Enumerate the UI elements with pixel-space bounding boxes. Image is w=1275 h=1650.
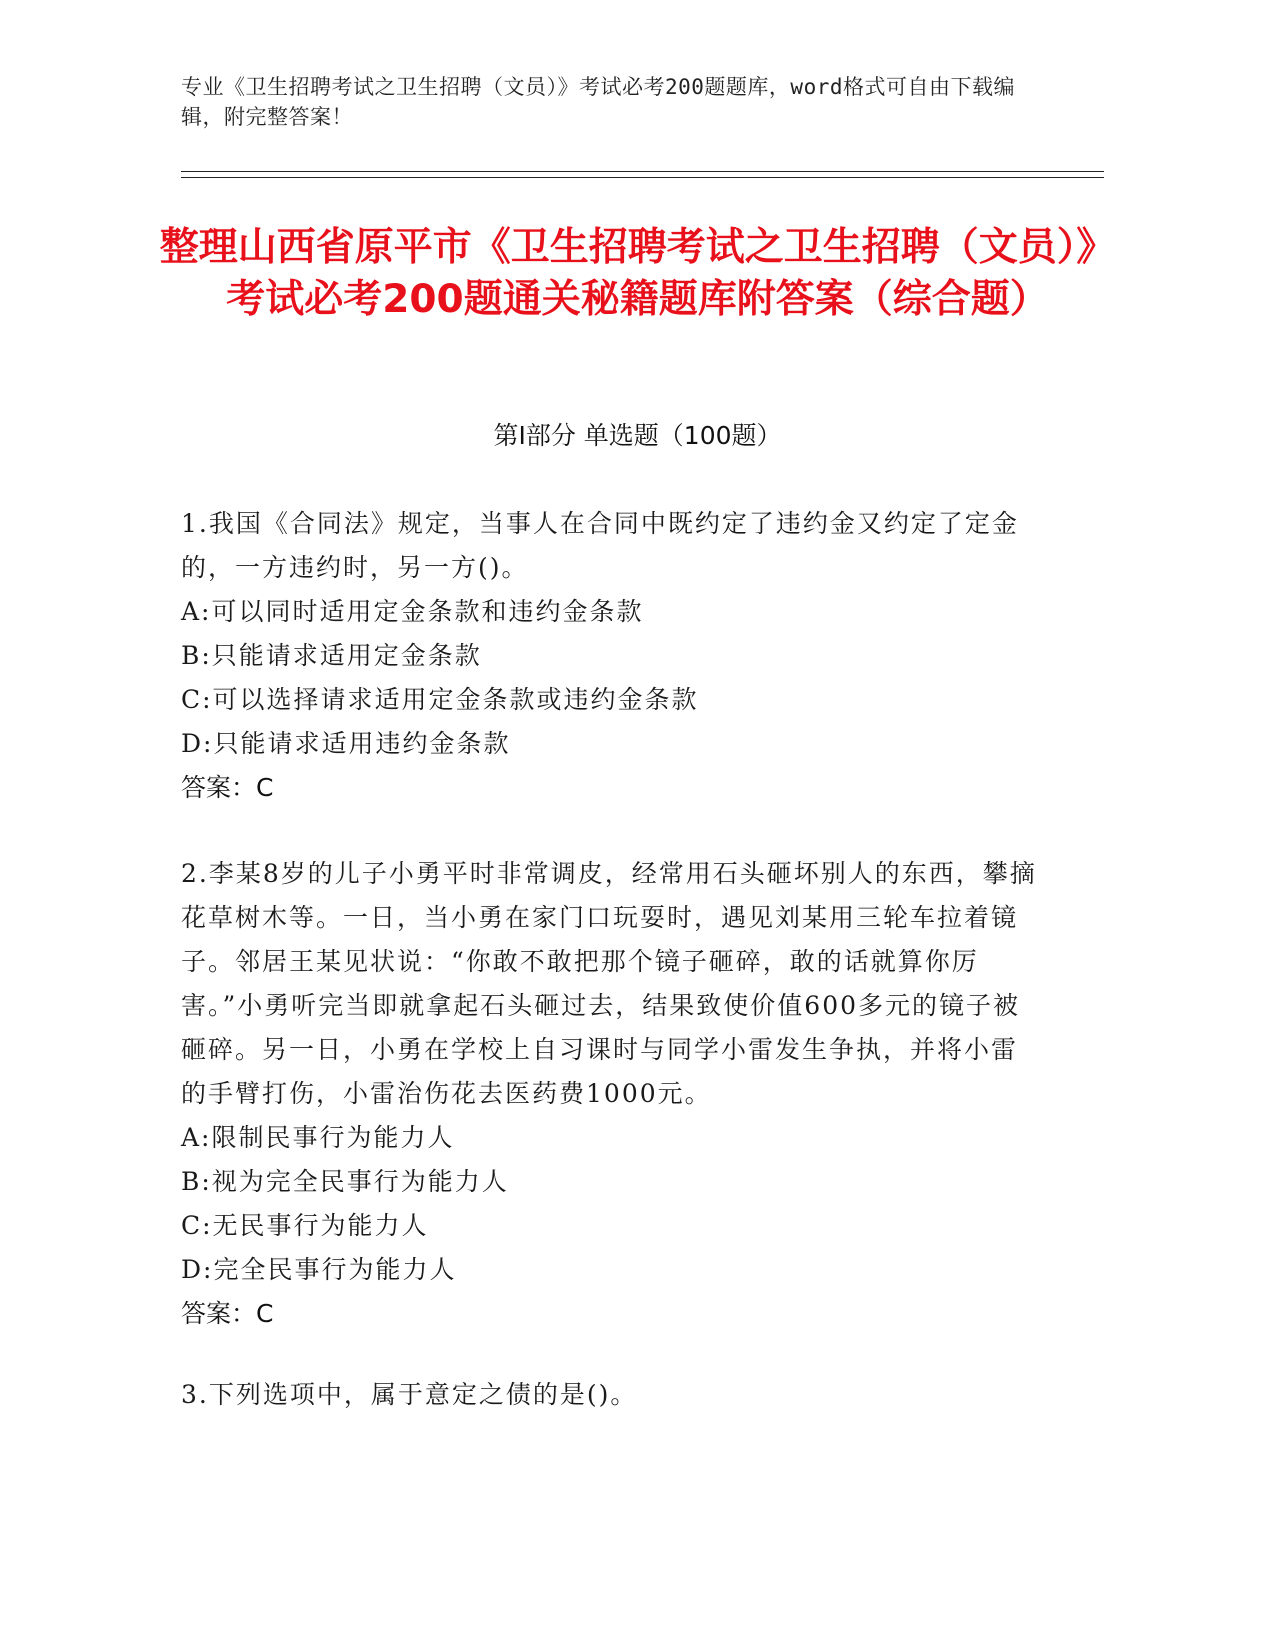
question-stem: 1.我国《合同法》规定，当事人在合同中既约定了违约金又约定了定金的，一方违约时，另一方()。 [181, 509, 1019, 582]
header-divider [181, 171, 1104, 172]
option-c: C:无民事行为能力人 [181, 1211, 429, 1240]
document-title: 整理山西省原平市《卫生招聘考试之卫生招聘（文员）》考试必考200题通关秘籍题库附答案（综合题） [159, 225, 1116, 322]
header-divider [181, 177, 1104, 178]
question-stem: 2.李某8岁的儿子小勇平时非常调皮，经常用石头砸坏别人的东西，攀摘花草树木等。一日，当小勇在家门口玩耍时，遇见刘某用三轮车拉着镜子。邻居王某见状说：“你敢不敢把那个镜子砸碎，敢的话就算你厉害。”小勇听完当即就拿起石头砸过去，结果致使价值600多元的镜子被砸碎。另一日，小勇在学校上自习课时与同学小雷发生争执，并将小雷的手臂打伤，小雷治伤花去医药费1000元。 [181, 859, 1037, 1108]
option-c: C:可以选择请求适用定金条款或违约金条款 [181, 685, 699, 714]
option-b: B:视为完全民事行为能力人 [181, 1167, 509, 1196]
question-3 [181, 1373, 1041, 1417]
option-a: A:限制民事行为能力人 [181, 1123, 455, 1152]
option-b: B:只能请求适用定金条款 [181, 641, 482, 670]
answer: 答案：C [181, 1299, 274, 1328]
question-stem: 3.下列选项中，属于意定之债的是()。 [181, 1380, 638, 1409]
option-d: D:只能请求适用违约金条款 [181, 729, 511, 758]
option-a: A:可以同时适用定金条款和违约金条款 [181, 597, 644, 626]
header-note: 专业《卫生招聘考试之卫生招聘（文员）》考试必考200题题库，word格式可自由下载编辑，附完整答案！ [181, 75, 1015, 129]
question-2 [181, 852, 1041, 1336]
question-1 [181, 502, 1041, 810]
option-d: D:完全民事行为能力人 [181, 1255, 457, 1284]
answer: 答案：C [181, 773, 274, 802]
section-heading: 第I部分 单选题（100题） [493, 421, 782, 450]
